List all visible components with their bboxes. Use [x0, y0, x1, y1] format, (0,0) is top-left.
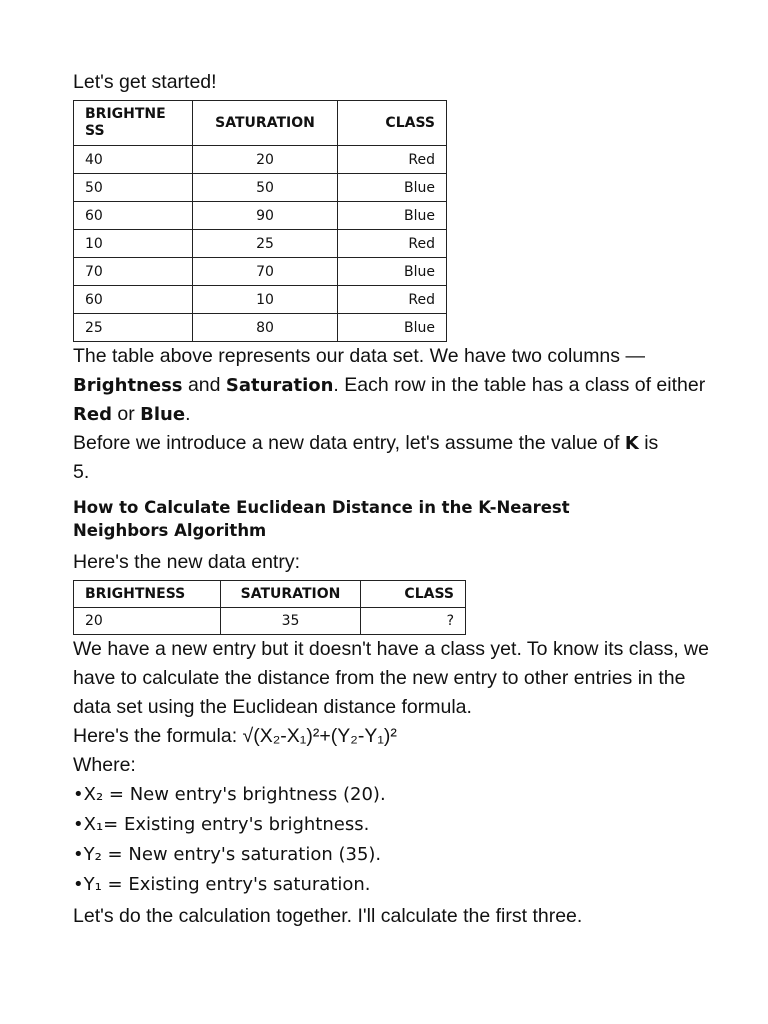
new-entry-intro: Here's the new data entry: — [73, 551, 301, 573]
bullet-item: •Y₁ = Existing entry's saturation. — [73, 874, 371, 895]
dataset-description — [73, 342, 713, 429]
text-span: . — [185, 403, 191, 425]
cell-brightness: 10 — [74, 230, 193, 258]
table-header-row — [74, 101, 447, 146]
cell-saturation: 90 — [193, 202, 338, 230]
table-row — [74, 608, 466, 635]
table-row — [74, 258, 447, 286]
header-brightness: BRIGHTNE SS — [74, 101, 193, 146]
text-span: is 5. — [73, 432, 659, 483]
cell-saturation: 80 — [193, 314, 338, 342]
section-heading: How to Calculate Euclidean Distance in the K-Nearest Neighbors Algorithm — [73, 498, 570, 540]
table-row — [74, 314, 447, 342]
cell-class: Red — [338, 286, 447, 314]
cell-brightness: 40 — [74, 146, 193, 174]
cell-class: Blue — [338, 314, 447, 342]
table-row — [74, 146, 447, 174]
cell-class: Red — [338, 230, 447, 258]
cell-brightness: 50 — [74, 174, 193, 202]
table-row — [74, 202, 447, 230]
cell-class: Blue — [338, 174, 447, 202]
cell-class: Blue — [338, 258, 447, 286]
table-row — [74, 230, 447, 258]
cell-saturation: 20 — [193, 146, 338, 174]
dataset-table — [73, 100, 447, 342]
header-saturation: SATURATION — [221, 581, 361, 608]
k-value-paragraph — [73, 429, 663, 487]
header-brightness: BRIGHTNESS — [74, 581, 221, 608]
cell-brightness: 60 — [74, 202, 193, 230]
cell-saturation: 70 — [193, 258, 338, 286]
bullet-item: •X₁= Existing entry's brightness. — [73, 814, 370, 835]
cell-saturation: 50 — [193, 174, 338, 202]
cell-brightness: 70 — [74, 258, 193, 286]
bullet-item: •Y₂ = New entry's saturation (35). — [73, 844, 382, 865]
cell-class: ? — [361, 608, 466, 635]
new-entry-table — [73, 580, 466, 635]
cell-class: Blue — [338, 202, 447, 230]
term-blue: Blue — [140, 404, 186, 425]
cell-saturation: 25 — [193, 230, 338, 258]
where-label: Where: — [73, 754, 136, 776]
cell-saturation: 10 — [193, 286, 338, 314]
text-span: Before we introduce a new data entry, let's assume the value of — [73, 432, 625, 454]
header-saturation: SATURATION — [193, 101, 338, 146]
cell-class: Red — [338, 146, 447, 174]
table-row — [74, 286, 447, 314]
closing-text: Let's do the calculation together. I'll calculate the first three. — [73, 905, 583, 927]
cell-brightness: 60 — [74, 286, 193, 314]
term-saturation: Saturation — [225, 375, 334, 396]
term-brightness: Brightness — [73, 375, 183, 396]
header-class: CLASS — [361, 581, 466, 608]
text-span: The table above represents our data set. We have two columns — — [73, 345, 645, 367]
formula-line: Here's the formula: √(X₂-X₁)²+(Y₂-Y₁)² — [73, 725, 397, 747]
header-class: CLASS — [338, 101, 447, 146]
table-header-row — [74, 581, 466, 608]
table-row — [74, 174, 447, 202]
document-body — [73, 68, 713, 931]
text-span: . Each row in the table has a class of either — [333, 374, 706, 396]
explanation-paragraph: We have a new entry but it doesn't have a class yet. To know its class, we have to calculate the distance from the new entry to other entries in the data set using the Euclidean distance formula. — [73, 638, 709, 718]
text-span: and — [182, 374, 226, 396]
term-k: K — [624, 433, 639, 454]
cell-saturation: 35 — [221, 608, 361, 635]
term-red: Red — [73, 404, 112, 425]
bullet-item: •X₂ = New entry's brightness (20). — [73, 784, 386, 805]
cell-brightness: 25 — [74, 314, 193, 342]
intro-text: Let's get started! — [73, 71, 217, 93]
cell-brightness: 20 — [74, 608, 221, 635]
text-span: or — [111, 403, 141, 425]
